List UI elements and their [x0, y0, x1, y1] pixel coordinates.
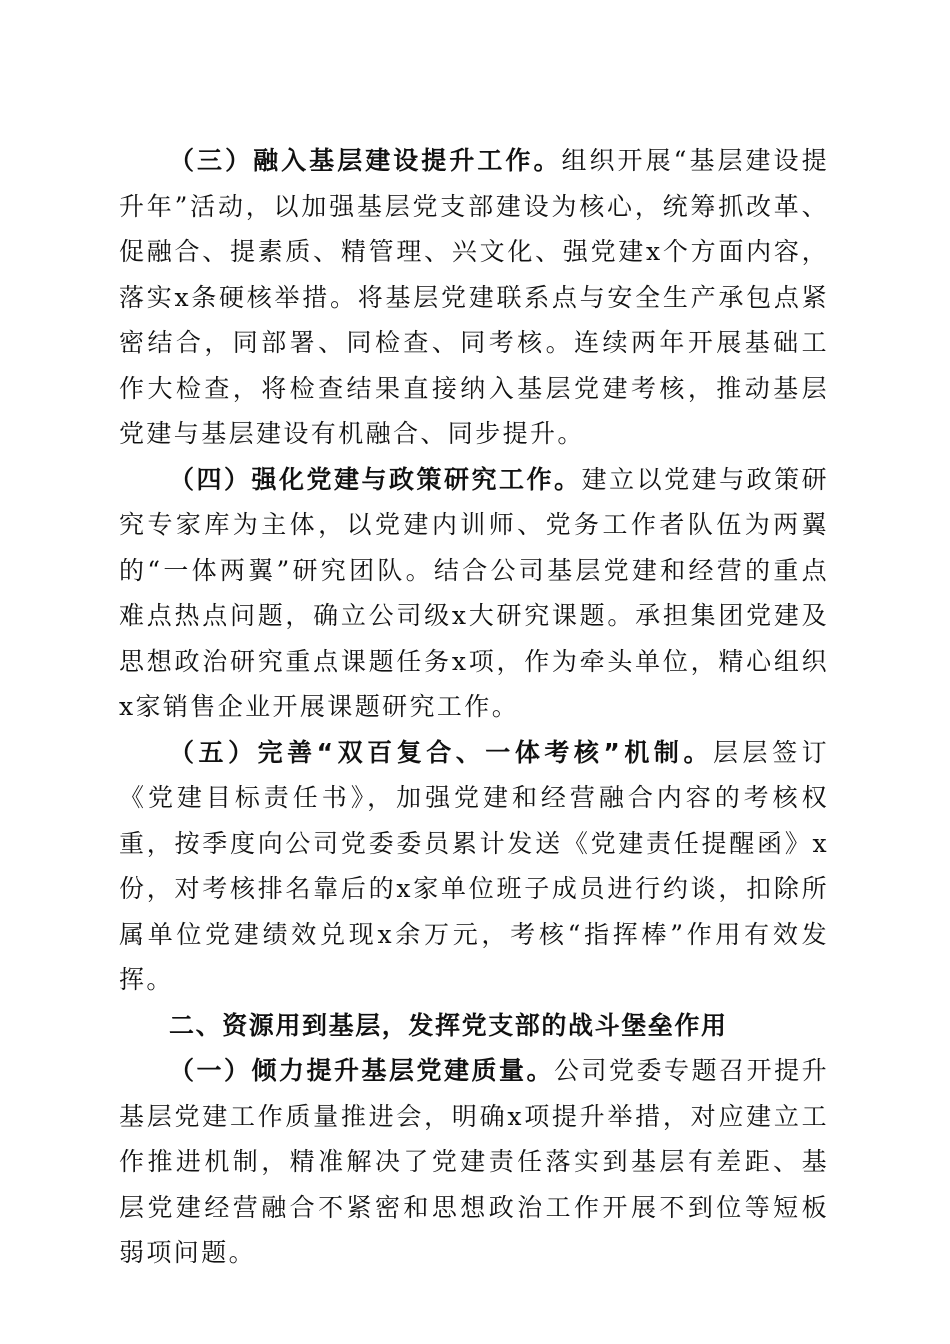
paragraph-subsection-1 — [119, 1048, 829, 1276]
paragraph-text: 公司党委专题召开提升基层党建工作质量推进会，明确x项提升举措，对应建立工作推进机制，精准解决了党建责任落实到基层有差距、基层党建经营融合不紧密和思想政治工作开展不到位等短板弱项问题。 — [119, 1056, 829, 1267]
paragraph-lead-heading: （五）完善“双百复合、一体考核”机制。 — [169, 737, 713, 767]
section-heading: 二、资源用到基层，发挥党支部的战斗堡垒作用 — [169, 1010, 728, 1040]
document-body — [119, 138, 829, 1276]
paragraph-lead-heading: （一）倾力提升基层党建质量。 — [169, 1056, 555, 1085]
paragraph-text: 层层签订《党建目标责任书》，加强党建和经营融合内容的考核权重，按季度向公司党委委员累计发送《党建责任提醒函》x份，对考核排名靠后的x家单位班子成员进行约谈，扣除所属单位党建绩效兑现x余万元，考核“指挥棒”作用有效发挥。 — [119, 737, 829, 994]
paragraph-lead-heading: （三）融入基层建设提升工作。 — [169, 146, 562, 175]
paragraph-section-3 — [119, 138, 829, 457]
paragraph-text: 组织开展“基层建设提升年”活动，以加强基层党支部建设为核心，统筹抓改革、促融合、提素质、精管理、兴文化、强党建x个方面内容，落实x条硬核举措。将基层党建联系点与安全生产承包点紧密结合，同部署、同检查、同考核。连续两年开展基础工作大检查，将检查结果直接纳入基层党建考核，推动基层党建与基层建设有机融合、同步提升。 — [119, 146, 829, 448]
paragraph-lead-heading: （四）强化党建与政策研究工作。 — [169, 464, 582, 494]
paragraph-section-4 — [119, 457, 829, 730]
paragraph-text: 建立以党建与政策研究专家库为主体，以党建内训师、党务工作者队伍为两翼的“一体两翼”研究团队。结合公司基层党建和经营的重点难点热点问题，确立公司级x大研究课题。承担集团党建及思想政治研究重点课题任务x项，作为牵头单位，精心组织x家销售企业开展课题研究工作。 — [119, 464, 829, 721]
paragraph-section-5 — [119, 730, 829, 1003]
